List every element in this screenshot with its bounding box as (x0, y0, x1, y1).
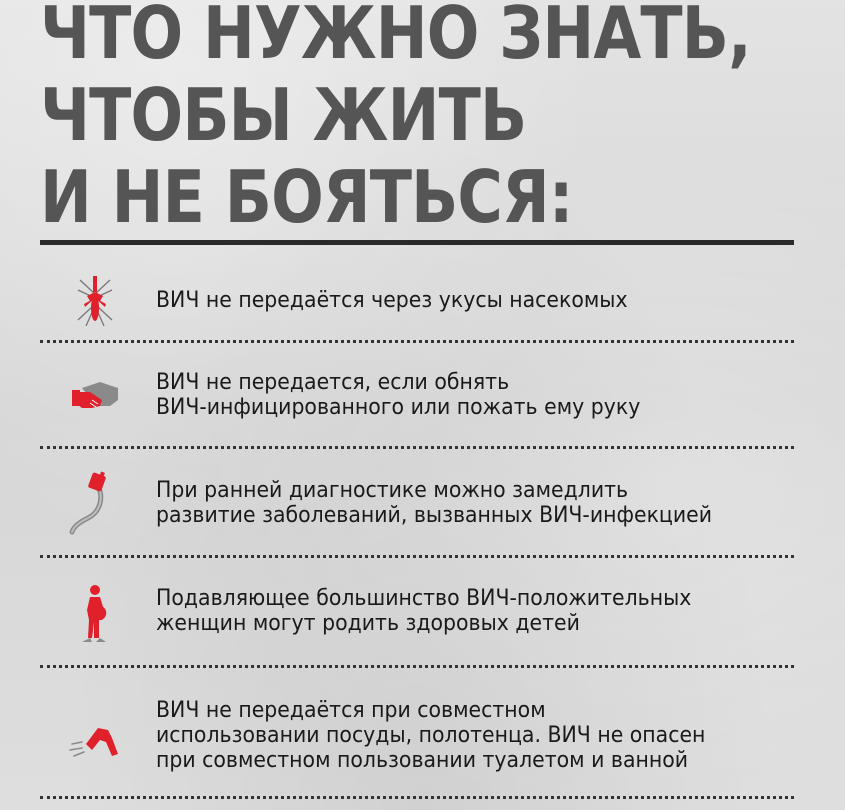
item-text: ВИЧ не передаётся через укусы насекомых (156, 288, 628, 313)
headline-line-1: ЧТО НУЖНО ЗНАТЬ, (40, 0, 751, 75)
headline-line-2: ЧТОБЫ ЖИТЬ (40, 73, 527, 157)
list-item (40, 466, 794, 546)
item-text: ВИЧ не передается, если обнять ВИЧ-инфицированного или пожать ему руку (156, 370, 641, 420)
stethoscope-icon (60, 468, 130, 538)
faucet-icon (60, 704, 130, 774)
list-item (40, 576, 794, 656)
dotted-divider (40, 446, 794, 449)
list-item (40, 690, 794, 790)
headline (40, 0, 751, 238)
dotted-divider (40, 340, 794, 343)
handshake-icon (60, 362, 130, 432)
mosquito-icon (60, 268, 130, 338)
dotted-divider (40, 555, 794, 558)
headline-line-3: И НЕ БОЯТЬСЯ: (40, 155, 573, 239)
dotted-divider (40, 796, 794, 799)
item-text: При ранней диагностике можно замедлить развитие заболеваний, вызванных ВИЧ-инфекцией (156, 478, 713, 528)
pregnant-woman-icon (60, 580, 130, 650)
item-text: Подавляющее большинство ВИЧ-положительных женщин могут родить здоровых детей (156, 586, 692, 636)
item-text: ВИЧ не передаётся при совместном использовании посуды, полотенца. ВИЧ не опасен при совместном пользовании туалетом и ванной (156, 698, 706, 773)
dotted-divider (40, 665, 794, 668)
list-item (40, 268, 794, 338)
list-item (40, 358, 794, 438)
top-rule (40, 240, 794, 245)
